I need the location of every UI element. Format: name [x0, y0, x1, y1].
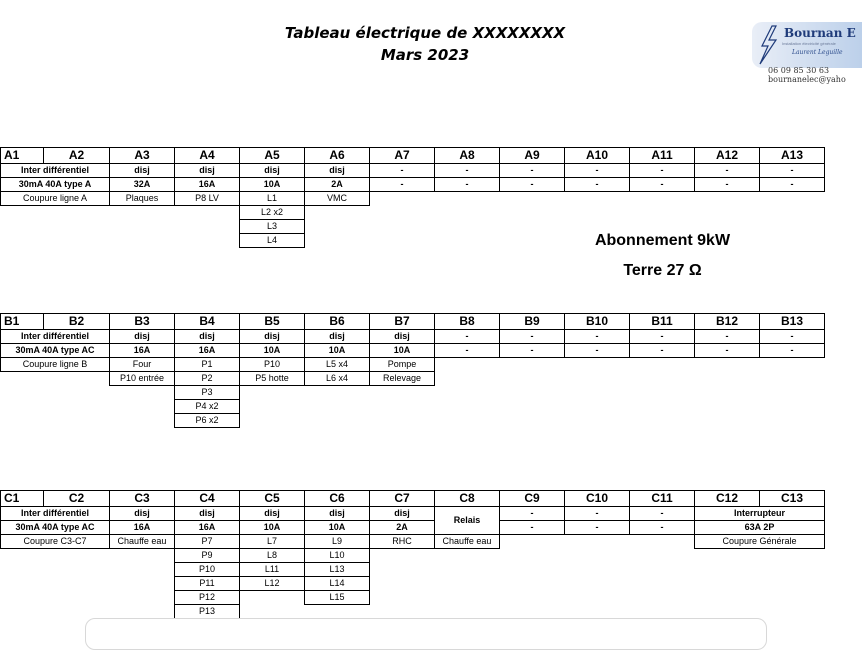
type-cell: disj	[370, 507, 435, 521]
type-cell: disj	[305, 507, 370, 521]
type-cell: disj	[305, 330, 370, 344]
header-cell: C3	[110, 491, 175, 507]
circuit-row	[1, 563, 825, 577]
logo-person: Laurent Leguille	[792, 49, 843, 56]
logo-subtitle: Installation électricité générale	[782, 41, 836, 46]
header-cell: A8	[435, 148, 500, 164]
rating-cell: 10A	[240, 521, 305, 535]
header-cell: B2	[44, 314, 110, 330]
type-cell: -	[565, 507, 630, 521]
rating-cell: -	[500, 521, 565, 535]
rating-cell: 10A	[305, 521, 370, 535]
type-cell: -	[500, 330, 565, 344]
rating-cell: -	[760, 344, 825, 358]
circuit-cell: P7	[175, 535, 240, 549]
type-cell: -	[435, 330, 500, 344]
type-row	[1, 507, 825, 521]
relay-cell: Relais	[435, 507, 500, 535]
header-cell: A11	[630, 148, 695, 164]
document-date: Mars 2023	[380, 46, 470, 64]
circuit-cell: P10	[240, 358, 305, 372]
header-cell: B9	[500, 314, 565, 330]
circuit-cell: P2	[175, 372, 240, 386]
circuit-row	[1, 605, 825, 619]
header-row	[1, 148, 825, 164]
type-cell: disj	[110, 330, 175, 344]
circuit-cell: L11	[240, 563, 305, 577]
rating-cell: 2A	[370, 521, 435, 535]
earth-resistance: Terre 27 Ω	[623, 262, 702, 279]
type-cell: disj	[240, 164, 305, 178]
rating-cell: -	[565, 521, 630, 535]
circuit-cell: RHC	[370, 535, 435, 549]
header-cell: A1	[1, 148, 44, 164]
header-cell: C1	[1, 491, 44, 507]
circuit-cell: L4	[240, 234, 305, 248]
header-cell: C6	[305, 491, 370, 507]
circuit-cell: P12	[175, 591, 240, 605]
type-cell: disj	[110, 507, 175, 521]
header-cell: B10	[565, 314, 630, 330]
type-row	[1, 330, 825, 344]
rating-cell: 30mA 40A type AC	[1, 521, 110, 535]
rating-cell: 30mA 40A type AC	[1, 344, 110, 358]
type-cell: Inter différentiel	[1, 330, 110, 344]
rating-cell: -	[435, 178, 500, 192]
circuit-row	[1, 400, 825, 414]
header-cell: B3	[110, 314, 175, 330]
header-cell: C12	[695, 491, 760, 507]
circuit-cell: VMC	[305, 192, 370, 206]
rating-cell: 10A	[370, 344, 435, 358]
rating-cell: -	[695, 178, 760, 192]
circuit-cell: P10 entrée	[110, 372, 175, 386]
header-cell: A3	[110, 148, 175, 164]
circuit-cell: Coupure C3-C7	[1, 535, 110, 549]
circuit-cell: P3	[175, 386, 240, 400]
header-cell: C5	[240, 491, 305, 507]
type-cell: -	[695, 164, 760, 178]
header-cell: C7	[370, 491, 435, 507]
document-title-block	[200, 22, 650, 66]
type-row	[1, 164, 825, 178]
circuit-cell: P10	[175, 563, 240, 577]
circuit-cell: P4 x2	[175, 400, 240, 414]
circuit-cell: P6 x2	[175, 414, 240, 428]
circuit-cell: L15	[305, 591, 370, 605]
rating-cell: 16A	[175, 178, 240, 192]
rating-cell: -	[760, 178, 825, 192]
circuit-row	[1, 372, 825, 386]
type-cell: -	[565, 164, 630, 178]
type-cell: disj	[370, 330, 435, 344]
circuit-row	[1, 206, 825, 220]
rating-cell: 30mA 40A type A	[1, 178, 110, 192]
type-cell: Inter différentiel	[1, 164, 110, 178]
circuit-cell: Chauffe eau	[435, 535, 500, 549]
header-cell: A9	[500, 148, 565, 164]
circuit-cell: Chauffe eau	[110, 535, 175, 549]
type-cell: disj	[305, 164, 370, 178]
header-cell: C4	[175, 491, 240, 507]
circuit-cell: L10	[305, 549, 370, 563]
circuit-cell: L12	[240, 577, 305, 591]
circuit-cell: P1	[175, 358, 240, 372]
header-cell: B11	[630, 314, 695, 330]
rating-cell: 63A 2P	[695, 521, 825, 535]
header-cell: C13	[760, 491, 825, 507]
rating-cell: -	[630, 344, 695, 358]
circuit-row	[1, 591, 825, 605]
circuit-cell: L14	[305, 577, 370, 591]
header-cell: B4	[175, 314, 240, 330]
rating-cell: 32A	[110, 178, 175, 192]
rating-cell: -	[630, 178, 695, 192]
header-cell: A2	[44, 148, 110, 164]
header-cell: C9	[500, 491, 565, 507]
circuit-cell: L7	[240, 535, 305, 549]
header-cell: B1	[1, 314, 44, 330]
type-cell: disj	[175, 507, 240, 521]
rating-cell: 16A	[175, 344, 240, 358]
header-cell: A10	[565, 148, 630, 164]
circuit-cell: P5 hotte	[240, 372, 305, 386]
type-cell: Inter différentiel	[1, 507, 110, 521]
subscription-power: Abonnement 9kW	[594, 232, 731, 249]
header-cell: A13	[760, 148, 825, 164]
type-cell: -	[500, 507, 565, 521]
type-cell: -	[500, 164, 565, 178]
type-cell: -	[630, 507, 695, 521]
header-cell: C11	[630, 491, 695, 507]
circuit-cell: Pompe	[370, 358, 435, 372]
circuit-cell: P11	[175, 577, 240, 591]
type-cell: -	[760, 330, 825, 344]
circuit-cell: P8 LV	[175, 192, 240, 206]
document-title: Tableau électrique de XXXXXXXX	[284, 24, 566, 42]
type-cell: -	[370, 164, 435, 178]
circuit-cell: Coupure Générale	[695, 535, 825, 549]
type-cell: -	[630, 330, 695, 344]
logo-brand: Bournan E	[784, 26, 856, 40]
lightning-icon	[754, 24, 784, 66]
circuit-row	[1, 414, 825, 428]
rating-cell: -	[630, 521, 695, 535]
rating-cell: 16A	[110, 521, 175, 535]
circuit-cell: L9	[305, 535, 370, 549]
circuit-cell: L5 x4	[305, 358, 370, 372]
contact-phone: 06 09 85 30 63	[768, 66, 830, 75]
type-cell: -	[435, 164, 500, 178]
header-row	[1, 491, 825, 507]
rating-cell: 16A	[110, 344, 175, 358]
rating-cell: -	[500, 178, 565, 192]
rating-row	[1, 344, 825, 358]
rating-cell: 10A	[240, 344, 305, 358]
header-cell: C2	[44, 491, 110, 507]
circuit-row	[1, 192, 825, 206]
header-cell: A5	[240, 148, 305, 164]
rating-cell: -	[500, 344, 565, 358]
type-cell: -	[695, 330, 760, 344]
header-row	[1, 314, 825, 330]
header-cell: A12	[695, 148, 760, 164]
rating-row	[1, 521, 825, 535]
header-cell: A4	[175, 148, 240, 164]
contact-email: bournanelec@yaho	[768, 75, 846, 84]
type-cell: -	[565, 330, 630, 344]
panel-row-b	[0, 313, 825, 428]
circuit-cell: L13	[305, 563, 370, 577]
header-cell: A6	[305, 148, 370, 164]
circuit-cell: L1	[240, 192, 305, 206]
rating-row	[1, 178, 825, 192]
circuit-cell: Coupure ligne A	[1, 192, 110, 206]
circuit-row	[1, 535, 825, 549]
circuit-cell: L3	[240, 220, 305, 234]
rating-cell: 2A	[305, 178, 370, 192]
type-cell: disj	[175, 164, 240, 178]
rating-cell: -	[565, 344, 630, 358]
circuit-cell: Relevage	[370, 372, 435, 386]
header-cell: C10	[565, 491, 630, 507]
type-cell: disj	[110, 164, 175, 178]
rating-cell: -	[370, 178, 435, 192]
circuit-row	[1, 549, 825, 563]
circuit-cell: Four	[110, 358, 175, 372]
rating-cell: 16A	[175, 521, 240, 535]
bottom-frame	[85, 618, 767, 650]
circuit-cell: L2 x2	[240, 206, 305, 220]
circuit-cell: L6 x4	[305, 372, 370, 386]
header-cell: C8	[435, 491, 500, 507]
type-cell: disj	[240, 330, 305, 344]
circuit-cell: Plaques	[110, 192, 175, 206]
circuit-cell: P9	[175, 549, 240, 563]
circuit-cell: L8	[240, 549, 305, 563]
contact-info	[768, 66, 846, 84]
rating-cell: -	[695, 344, 760, 358]
circuit-row	[1, 386, 825, 400]
type-cell: -	[630, 164, 695, 178]
switch-cell: Interrupteur	[695, 507, 825, 521]
header-cell: B13	[760, 314, 825, 330]
circuit-cell: Coupure ligne B	[1, 358, 110, 372]
type-cell: disj	[175, 330, 240, 344]
rating-cell: -	[435, 344, 500, 358]
header-cell: B5	[240, 314, 305, 330]
panel-row-c	[0, 490, 825, 619]
rating-cell: -	[565, 178, 630, 192]
circuit-row	[1, 577, 825, 591]
company-logo	[752, 22, 862, 68]
circuit-row	[1, 358, 825, 372]
type-cell: disj	[240, 507, 305, 521]
installation-info	[560, 226, 765, 286]
header-cell: A7	[370, 148, 435, 164]
header-cell: B6	[305, 314, 370, 330]
type-cell: -	[760, 164, 825, 178]
header-cell: B12	[695, 314, 760, 330]
rating-cell: 10A	[305, 344, 370, 358]
header-cell: B7	[370, 314, 435, 330]
rating-cell: 10A	[240, 178, 305, 192]
circuit-cell: P13	[175, 605, 240, 619]
header-cell: B8	[435, 314, 500, 330]
